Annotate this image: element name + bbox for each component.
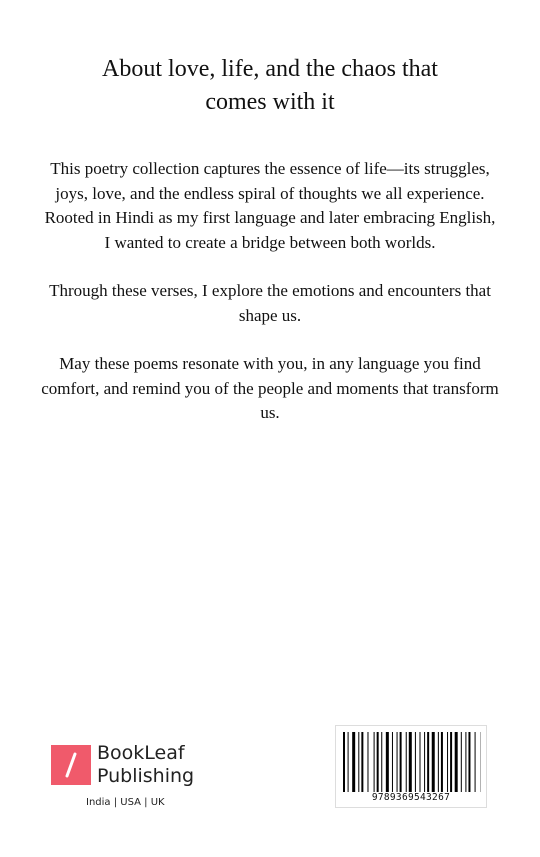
barcode-bar xyxy=(381,732,382,792)
barcode-bar xyxy=(475,732,476,792)
blurb-paragraph-1: This poetry collection captures the essence of life—its struggles, joys, love, and the endless spiral of thoughts we all experience. Rooted in Hindi as my first language and later embracing English, I wanted to create a bridge between both worlds. xyxy=(44,159,496,252)
title-line-1: About love, life, and the chaos that xyxy=(102,56,438,82)
publisher-regions: India | USA | UK xyxy=(86,797,165,808)
publisher-name-line-1: BookLeaf xyxy=(97,742,185,764)
barcode-bar xyxy=(400,732,402,792)
barcode-bar xyxy=(361,732,363,792)
barcode-bar xyxy=(468,732,470,792)
isbn-number: 9789369543267 xyxy=(371,792,451,803)
barcode-bar xyxy=(424,732,425,792)
publisher-name xyxy=(97,742,194,788)
barcode-bar xyxy=(348,732,349,792)
barcode-bar xyxy=(367,732,368,792)
barcode-bar xyxy=(465,732,466,792)
barcode-bar xyxy=(450,732,452,792)
barcode-bar xyxy=(441,732,443,792)
barcode-bar xyxy=(406,732,407,792)
barcode-bar xyxy=(420,732,421,792)
barcode-bar xyxy=(427,732,429,792)
blurb xyxy=(40,157,500,450)
barcode-bar xyxy=(377,732,379,792)
barcode-bar xyxy=(409,732,412,792)
barcode-bar xyxy=(343,732,345,792)
barcode xyxy=(335,725,487,808)
barcode-bar xyxy=(438,732,439,792)
barcode-bar xyxy=(447,732,448,792)
barcode-bar xyxy=(352,732,355,792)
title-line-2: comes with it xyxy=(205,89,335,115)
barcode-bar xyxy=(397,732,398,792)
publisher-name-line-2: Publishing xyxy=(97,765,195,787)
barcode-bar xyxy=(386,732,389,792)
barcode-bar xyxy=(392,732,393,792)
barcode-bar xyxy=(415,732,416,792)
barcode-bars xyxy=(343,732,481,792)
barcode-bar xyxy=(455,732,458,792)
barcode-bar xyxy=(461,732,462,792)
publisher-block xyxy=(51,742,221,815)
publisher-logo-icon xyxy=(51,745,91,785)
blurb-paragraph-2: Through these verses, I explore the emotions and encounters that shape us. xyxy=(49,281,491,325)
barcode-bar xyxy=(374,732,375,792)
back-cover-title xyxy=(60,53,480,119)
barcode-bar xyxy=(358,732,359,792)
barcode-bar xyxy=(432,732,435,792)
blurb-paragraph-3: May these poems resonate with you, in any language you find comfort, and remind you of the people and moments that transform us. xyxy=(41,354,499,422)
